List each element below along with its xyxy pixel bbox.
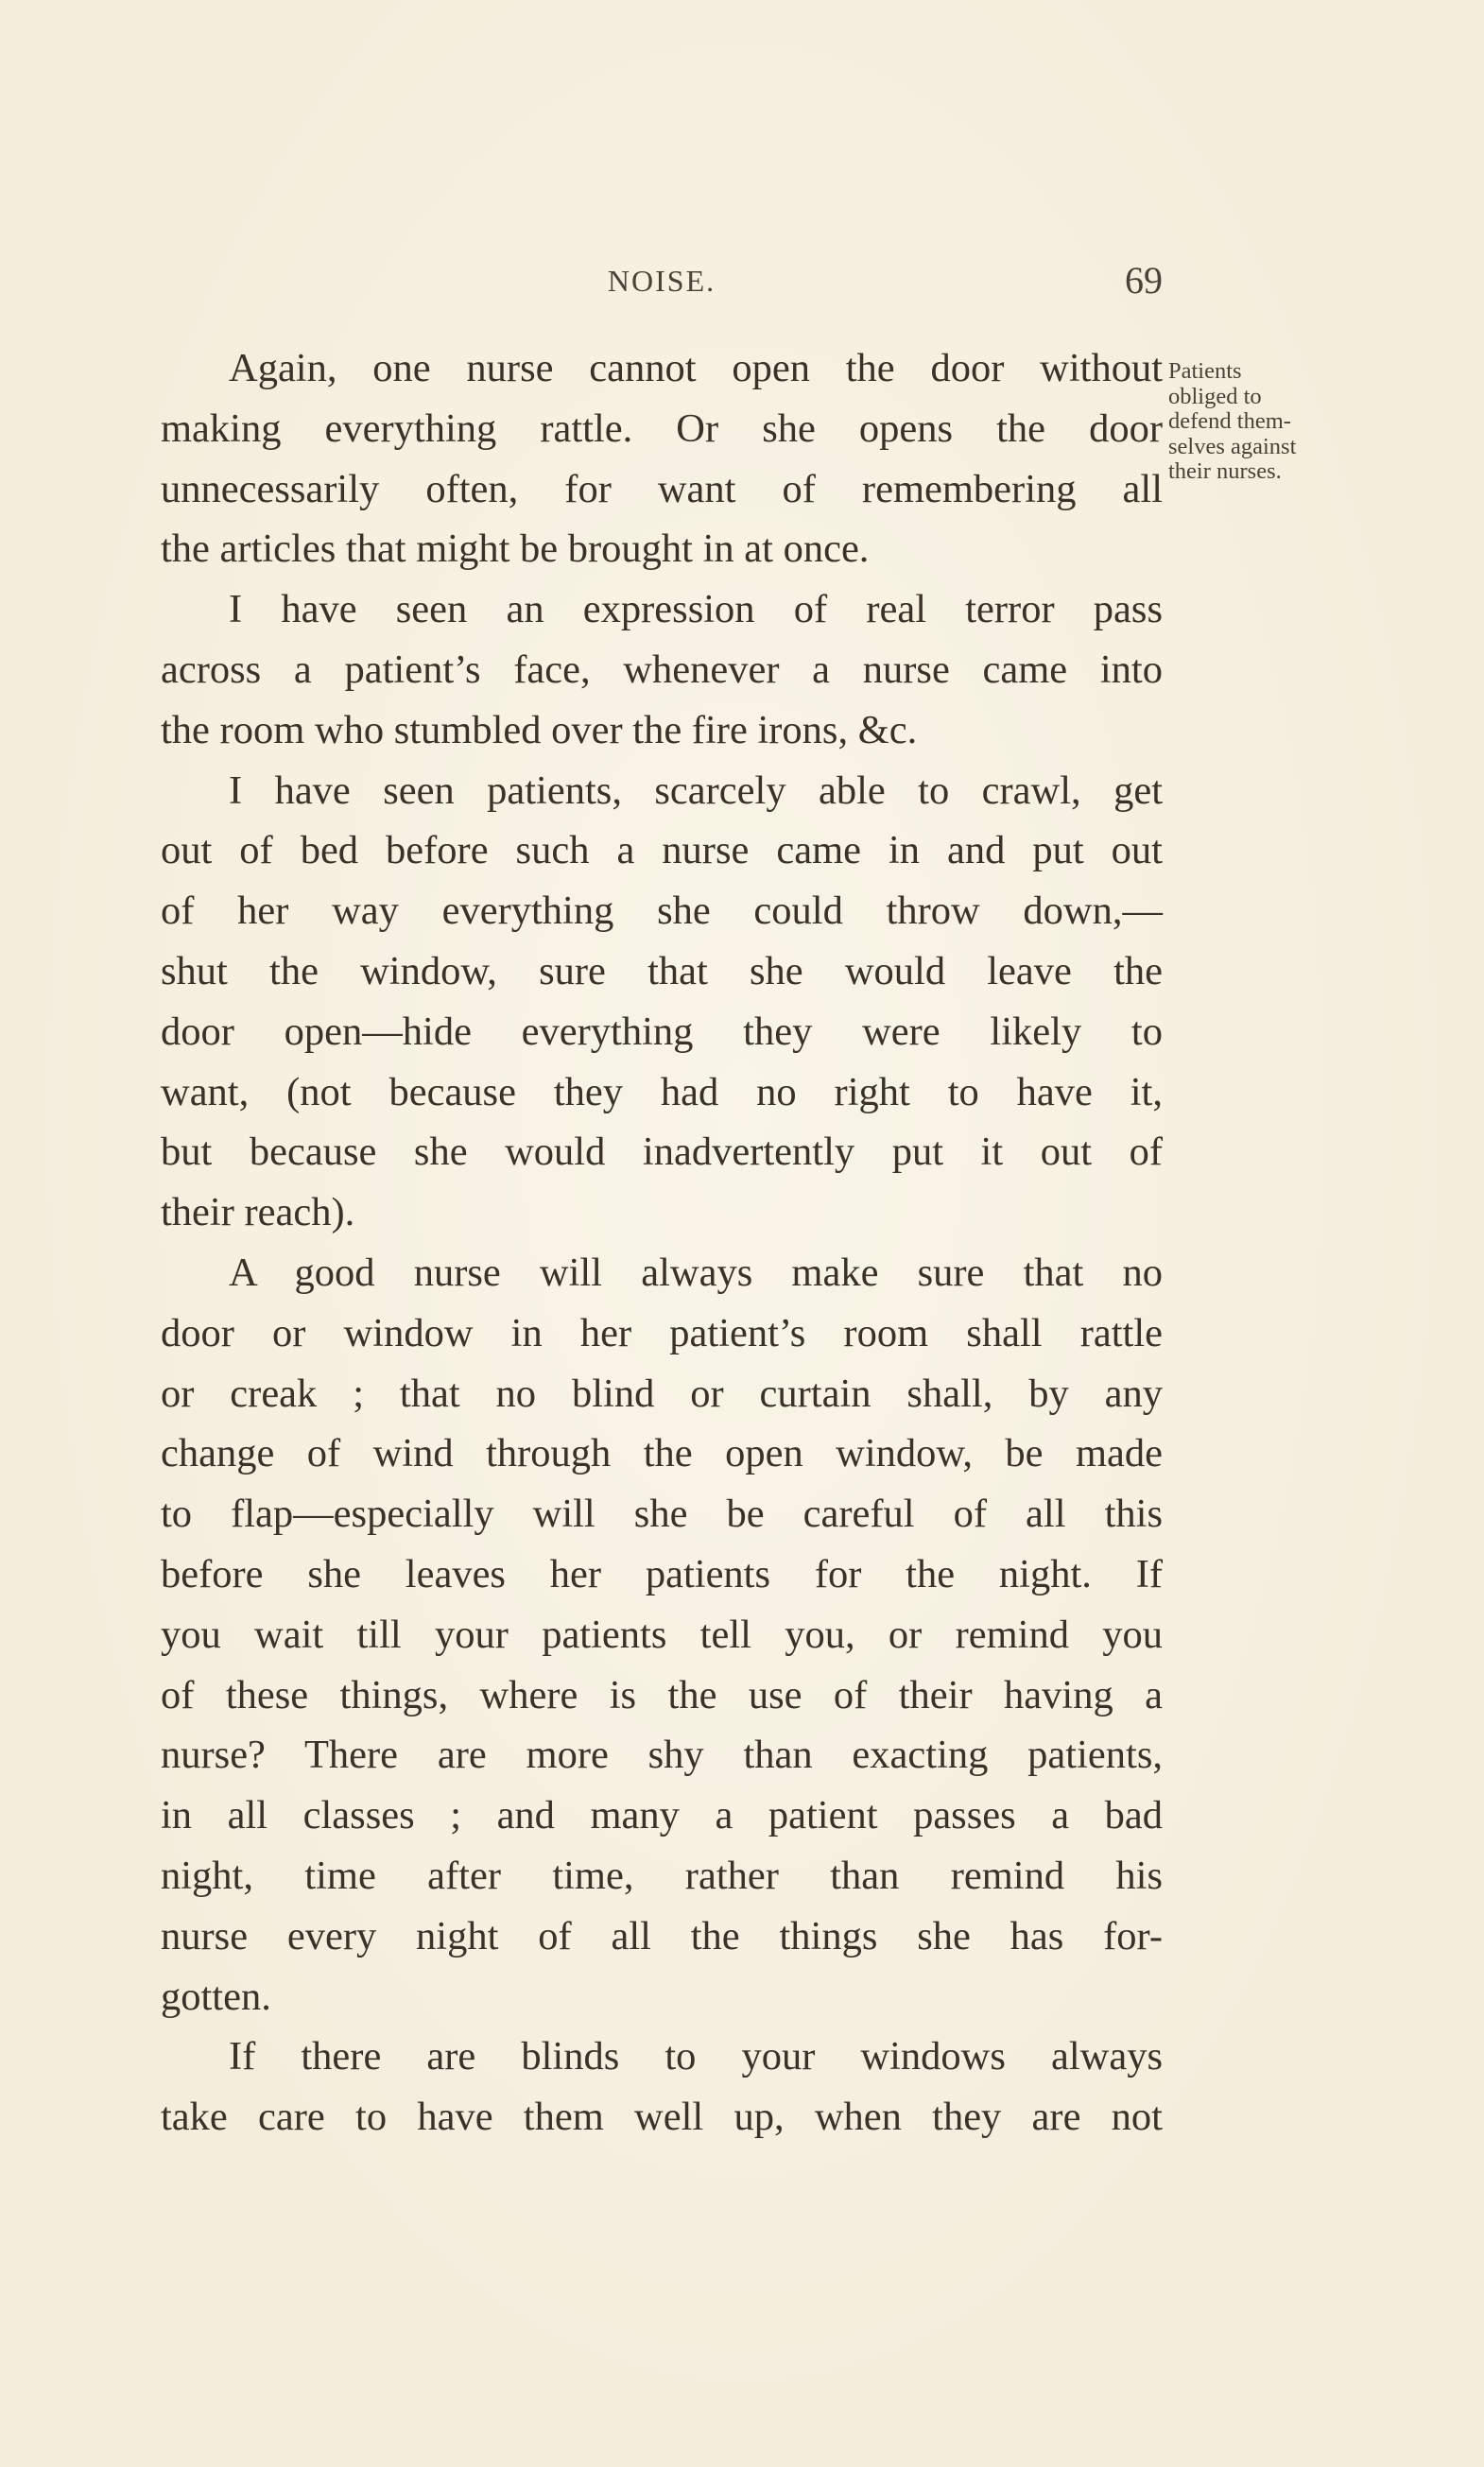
paragraph	[161, 338, 1163, 579]
text-line: door open—hide everything they were likely to	[161, 1009, 1163, 1054]
text-line: change of wind through the open window, be made	[161, 1431, 1163, 1476]
margin-note-line: obliged to	[1168, 383, 1262, 409]
text-line: night, time after time, rather than remind his	[161, 1853, 1163, 1898]
page-number: 69	[1125, 259, 1163, 302]
running-title: NOISE.	[607, 264, 716, 298]
text-line: the room who stumbled over the fire irons, &c.	[161, 707, 918, 752]
text-line: but because she would inadvertently put it out of	[161, 1130, 1163, 1175]
text-line: in all classes ; and many a patient passes a bad	[161, 1793, 1163, 1838]
text-line: their reach).	[161, 1190, 355, 1235]
text-line: If there are blinds to your windows always	[229, 2034, 1163, 2079]
paragraph	[161, 761, 1163, 1243]
text-line: of her way everything she could throw down,—	[161, 888, 1163, 934]
text-line: unnecessarily often, for want of remembering all	[161, 466, 1163, 511]
text-line: A good nurse will always make sure that no	[229, 1250, 1163, 1295]
body-text	[161, 338, 1163, 2148]
text-line: door or window in her patient’s room shall rattle	[161, 1310, 1163, 1355]
text-line: you wait till your patients tell you, or remind you	[161, 1612, 1163, 1657]
text-line: of these things, where is the use of their having a	[161, 1672, 1163, 1717]
paragraph	[161, 579, 1163, 760]
text-line: out of bed before such a nurse came in and put out	[161, 828, 1163, 873]
margin-note-line: their nurses.	[1168, 458, 1282, 484]
text-line: shut the window, sure that she would leave the	[161, 948, 1163, 993]
text-line: or creak ; that no blind or curtain shall, by any	[161, 1371, 1163, 1416]
margin-note-line: defend them-	[1168, 408, 1291, 434]
margin-note	[1168, 359, 1367, 485]
margin-note-line: selves against	[1168, 433, 1297, 459]
paragraph	[161, 2027, 1163, 2148]
text-line: gotten.	[161, 1974, 271, 2019]
text-line: want, (not because they had no right to have it,	[161, 1069, 1163, 1114]
text-line: Again, one nurse cannot open the door without	[229, 346, 1163, 390]
text-line: I have seen patients, scarcely able to crawl, get	[229, 768, 1163, 813]
text-line: nurse every night of all the things she has for-	[161, 1913, 1163, 1958]
text-line: before she leaves her patients for the night. If	[161, 1551, 1163, 1596]
margin-note-line: Patients	[1168, 358, 1242, 384]
text-line: making everything rattle. Or she opens the door	[161, 405, 1163, 451]
text-line: I have seen an expression of real terror pass	[229, 587, 1163, 632]
text-line: nurse? There are more shy than exacting patients,	[161, 1733, 1163, 1778]
running-head	[161, 257, 1163, 304]
paragraph	[161, 1243, 1163, 2027]
text-line: take care to have them well up, when they are not	[161, 2095, 1163, 2140]
text-line: the articles that might be brought in at once.	[161, 526, 870, 572]
text-line: to flap—especially will she be careful of all this	[161, 1492, 1163, 1537]
text-line: across a patient’s face, whenever a nurse came into	[161, 647, 1163, 692]
